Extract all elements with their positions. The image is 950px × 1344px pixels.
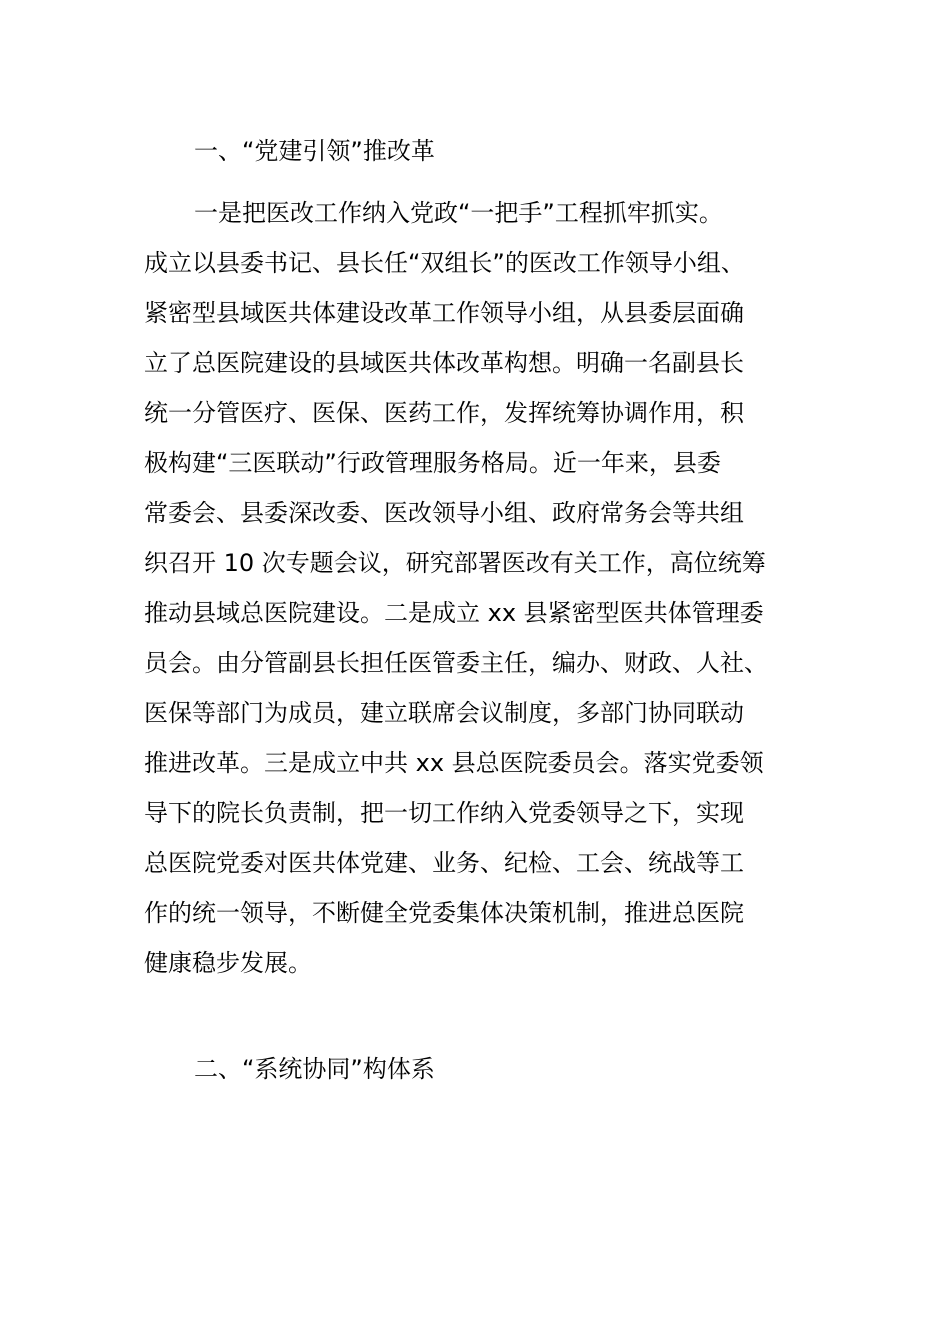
paragraph-line: 作的统一领导，不断健全党委集体决策机制，推进总医院 (144, 899, 744, 927)
paragraph-line: 织召开 10 次专题会议，研究部署医改有关工作，高位统筹 (144, 549, 766, 577)
paragraph-line: 员会。由分管副县长担任医管委主任，编办、财政、人社、 (144, 649, 768, 677)
paragraph-line: 统一分管医疗、医保、医药工作，发挥统筹协调作用，积 (144, 399, 744, 427)
paragraph-line: 成立以县委书记、县长任“双组长”的医改工作领导小组、 (144, 249, 745, 277)
paragraph-line: 常委会、县委深改委、医改领导小组、政府常务会等共组 (144, 499, 744, 527)
paragraph-line: 健康稳步发展。 (144, 949, 312, 977)
paragraph-line: 医保等部门为成员，建立联席会议制度，多部门协同联动 (144, 699, 744, 727)
paragraph-line: 紧密型县域医共体建设改革工作领导小组，从县委层面确 (144, 299, 744, 327)
body-paragraph (144, 195, 804, 995)
paragraph-line: 一是把医改工作纳入党政“一把手”工程抓牢抓实。 (194, 199, 723, 227)
paragraph-line: 极构建“三医联动”行政管理服务格局。近一年来，县委 (144, 449, 721, 477)
paragraph-line: 导下的院长负责制，把一切工作纳入党委领导之下，实现 (144, 799, 744, 827)
paragraph-line: 推动县域总医院建设。二是成立 xx 县紧密型医共体管理委 (144, 599, 764, 627)
section-heading-1: 一、“党建引领”推改革 (194, 137, 435, 165)
paragraph-line: 总医院党委对医共体党建、业务、纪检、工会、统战等工 (144, 849, 744, 877)
section-heading-2: 二、“系统协同”构体系 (194, 1055, 435, 1083)
paragraph-line: 立了总医院建设的县域医共体改革构想。明确一名副县长 (144, 349, 744, 377)
paragraph-line: 推进改革。三是成立中共 xx 县总医院委员会。落实党委领 (144, 749, 764, 777)
